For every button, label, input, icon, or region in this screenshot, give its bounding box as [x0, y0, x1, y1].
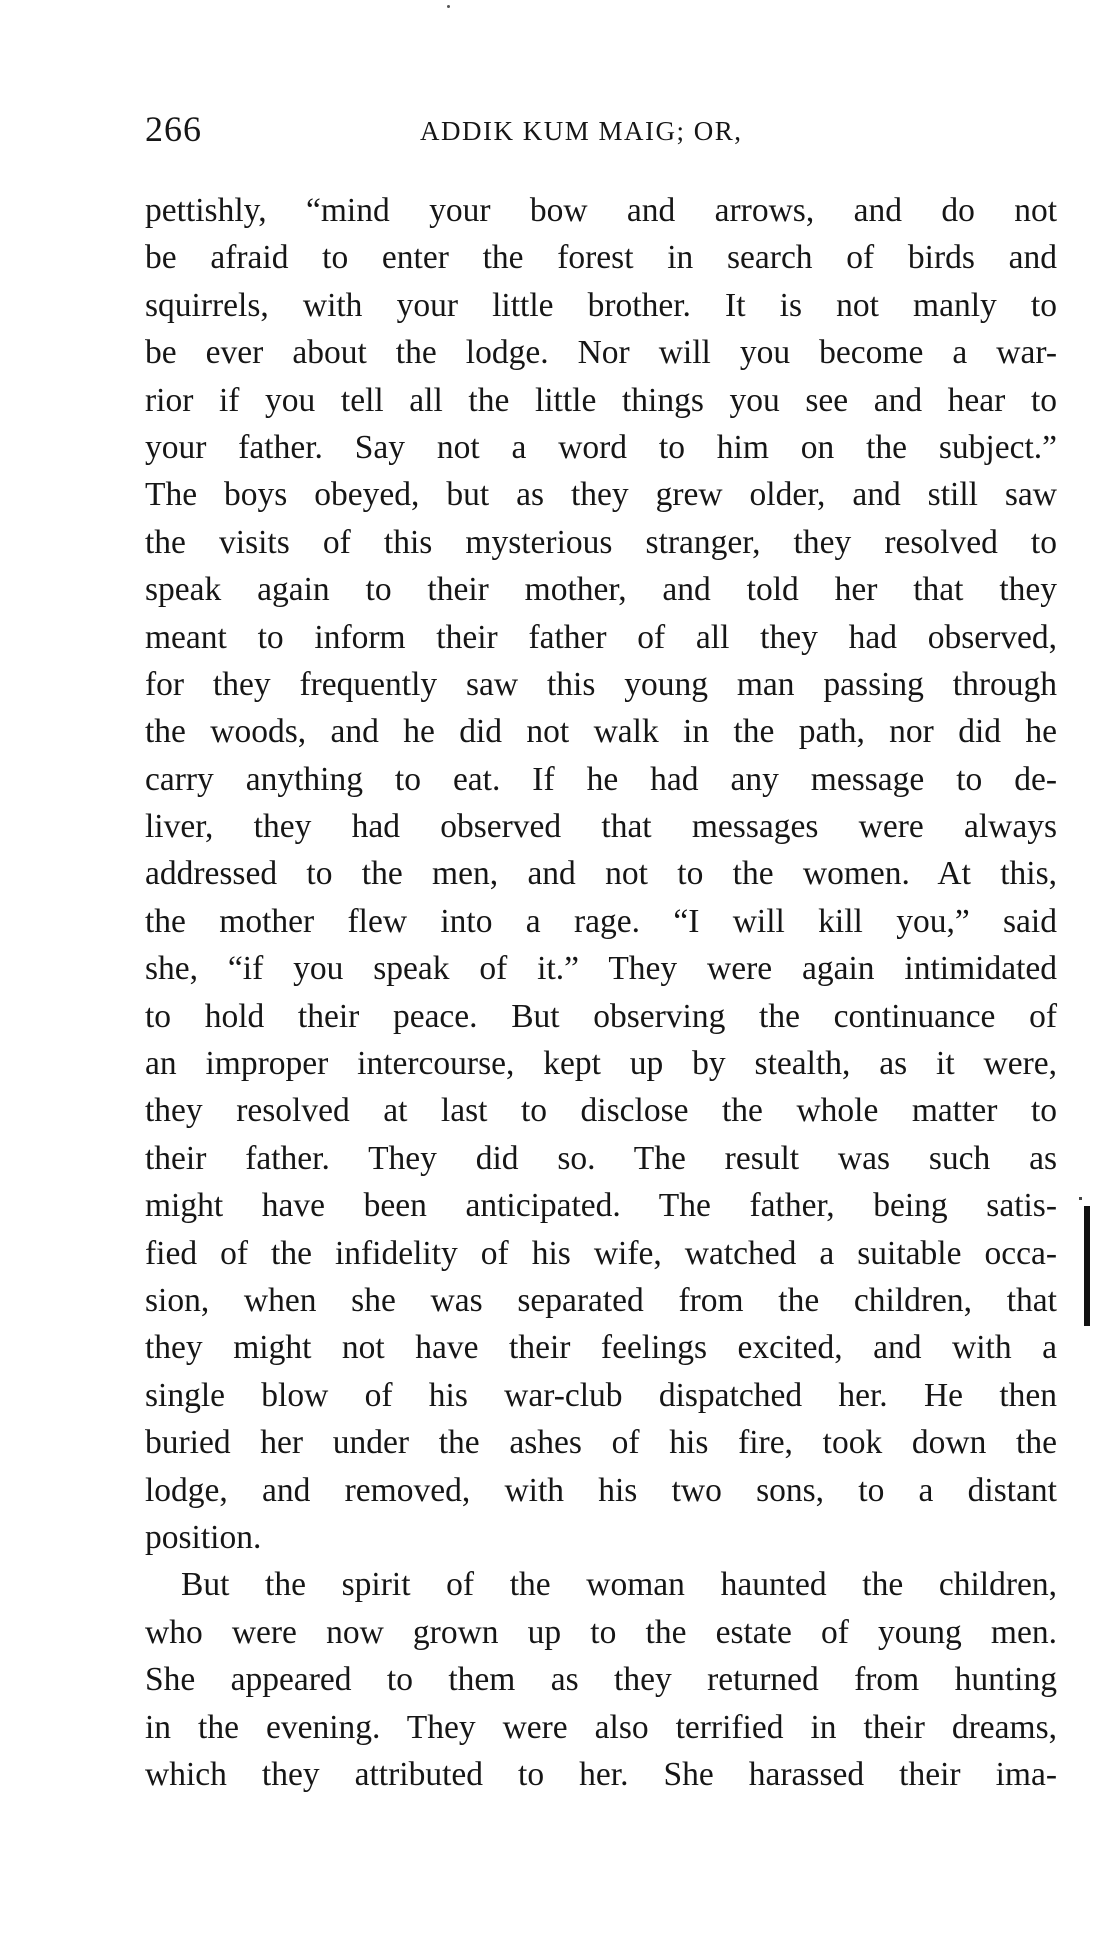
text-line: position.: [145, 1518, 262, 1556]
scan-speck: [447, 5, 450, 8]
text-line: buried her under the ashes of his fire, took down the: [145, 1424, 1057, 1462]
text-line: the visits of this mysterious stranger, they resolved to: [145, 523, 1057, 561]
text-line: the woods, and he did not walk in the path, nor did he: [145, 713, 1057, 751]
text-line: liver, they had observed that messages were always: [145, 808, 1057, 846]
text-line: be afraid to enter the forest in search of birds and: [145, 239, 1057, 277]
text-line: your father. Say not a word to him on the subject.”: [145, 428, 1057, 466]
text-line: speak again to their mother, and told her that they: [145, 571, 1057, 609]
margin-mark: [1084, 1206, 1090, 1326]
text-line: squirrels, with your little brother. It is not manly to: [145, 286, 1057, 324]
text-line: in the evening. They were also terrified in their dreams,: [145, 1708, 1057, 1746]
text-line: rior if you tell all the little things you see and hear to: [145, 381, 1057, 419]
text-line: they might not have their feelings excited, and with a: [145, 1329, 1057, 1367]
text-line: pettishly, “mind your bow and arrows, and do not: [145, 192, 1057, 229]
body-text: [145, 187, 1057, 1798]
text-line: to hold their peace. But observing the continuance of: [145, 997, 1057, 1035]
paragraph-2: [145, 1561, 1057, 1798]
text-line: lodge, and removed, with his two sons, to a distant: [145, 1471, 1057, 1509]
text-line: addressed to the men, and not to the women. At this,: [145, 855, 1057, 893]
text-line: She appeared to them as they returned from hunting: [145, 1661, 1057, 1699]
text-line: which they attributed to her. She harassed their ima-: [145, 1755, 1057, 1793]
text-line: she, “if you speak of it.” They were again intimidated: [145, 950, 1057, 988]
text-line: the mother flew into a rage. “I will kill you,” said: [145, 902, 1057, 940]
page-header: [145, 108, 955, 152]
text-line: But the spirit of the woman haunted the children,: [181, 1566, 1057, 1604]
scan-speck: [1079, 1197, 1082, 1200]
text-line: an improper intercourse, kept up by stealth, as it were,: [145, 1045, 1057, 1083]
text-line: The boys obeyed, but as they grew older, and still saw: [145, 476, 1057, 514]
text-line: fied of the infidelity of his wife, watched a suitable occa-: [145, 1234, 1057, 1272]
text-line: their father. They did so. The result was such as: [145, 1139, 1057, 1177]
running-head: ADDIK KUM MAIG; OR,: [420, 116, 743, 146]
paragraph-1: [145, 187, 1057, 1561]
text-line: be ever about the lodge. Nor will you become a war-: [145, 334, 1057, 372]
text-line: might have been anticipated. The father, being satis-: [145, 1187, 1057, 1225]
text-line: sion, when she was separated from the children, that: [145, 1281, 1057, 1319]
text-line: who were now grown up to the estate of young men.: [145, 1613, 1057, 1651]
text-line: they resolved at last to disclose the whole matter to: [145, 1092, 1057, 1130]
text-line: for they frequently saw this young man passing through: [145, 665, 1057, 703]
text-line: meant to inform their father of all they had observed,: [145, 618, 1057, 656]
text-line: carry anything to eat. If he had any message to de-: [145, 760, 1057, 798]
text-line: single blow of his war-club dispatched her. He then: [145, 1376, 1057, 1414]
page-number: 266: [145, 109, 202, 149]
